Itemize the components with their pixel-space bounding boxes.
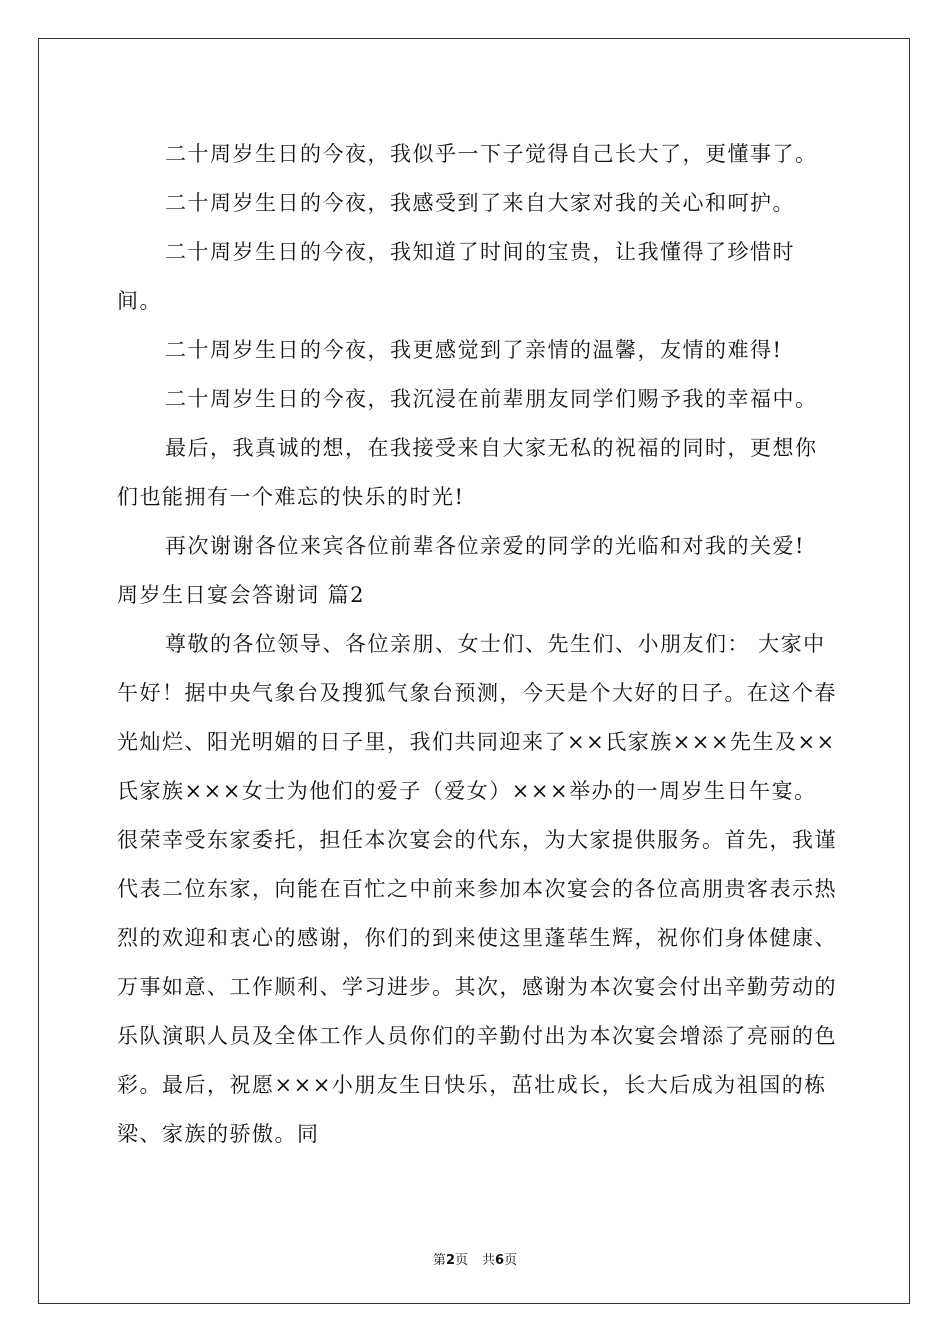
page-footer — [0, 1249, 950, 1268]
paragraph: 二十周岁生日的今夜，我沉浸在前辈朋友同学们赐予我的幸福中。 — [165, 387, 818, 411]
section-title: 周岁生日宴会答谢词 篇2 — [117, 583, 366, 607]
paragraph: 再次谢谢各位来宾各位前辈各位亲爱的同学的光临和对我的关爱! — [165, 534, 805, 558]
page-suffix: 页 — [454, 1253, 468, 1268]
page-number: 2 — [445, 1253, 455, 1268]
paragraph: 二十周岁生日的今夜，我似乎一下子觉得自己长大了，更懂事了。 — [165, 142, 818, 166]
paragraph: 二十周岁生日的今夜，我感受到了来自大家对我的关心和呵护。 — [165, 191, 795, 215]
total-pages: 6 — [495, 1253, 505, 1268]
total-suffix: 页 — [504, 1253, 518, 1268]
paragraph: 尊敬的各位领导、各位亲朋、女士们、先生们、小朋友们： 大家中午好！据中央气象台及搜狐气象台预测，今天是个大好的日子。在这个春光灿烂、阳光明媚的日子里，我们共同迎来了××氏家族×××先生及××氏家族×××女士为他们的爱子（爱女）×××举办的一周岁生日午宴。很荣幸受东家委托，担任本次宴会的代东，为大家提供服务。首先，我谨代表二位东家，向能在百忙之中前来参加本次宴会的各位高朋贵客表示热烈的欢迎和衷心的感谢，你们的到来使这里蓬荜生辉，祝你们身体健康、万事如意、工作顺利、学习进步。其次，感谢为本次宴会付出辛勤劳动的乐队演职人员及全体工作人员你们的辛勤付出为本次宴会增添了亮丽的色彩。最后，祝愿×××小朋友生日快乐，茁壮成长，长大后成为祖国的栋梁、家族的骄傲。同 — [117, 632, 837, 1146]
document-body — [117, 130, 837, 1159]
paragraph: 最后，我真诚的想，在我接受来自大家无私的祝福的同时，更想你们也能拥有一个难忘的快乐的时光! — [117, 436, 818, 509]
paragraph: 二十周岁生日的今夜，我更感觉到了亲情的温馨，友情的难得! — [165, 338, 783, 362]
paragraph: 二十周岁生日的今夜，我知道了时间的宝贵，让我懂得了珍惜时间。 — [117, 240, 795, 313]
total-prefix: 共 — [482, 1253, 496, 1268]
page-prefix: 第 — [432, 1253, 446, 1268]
